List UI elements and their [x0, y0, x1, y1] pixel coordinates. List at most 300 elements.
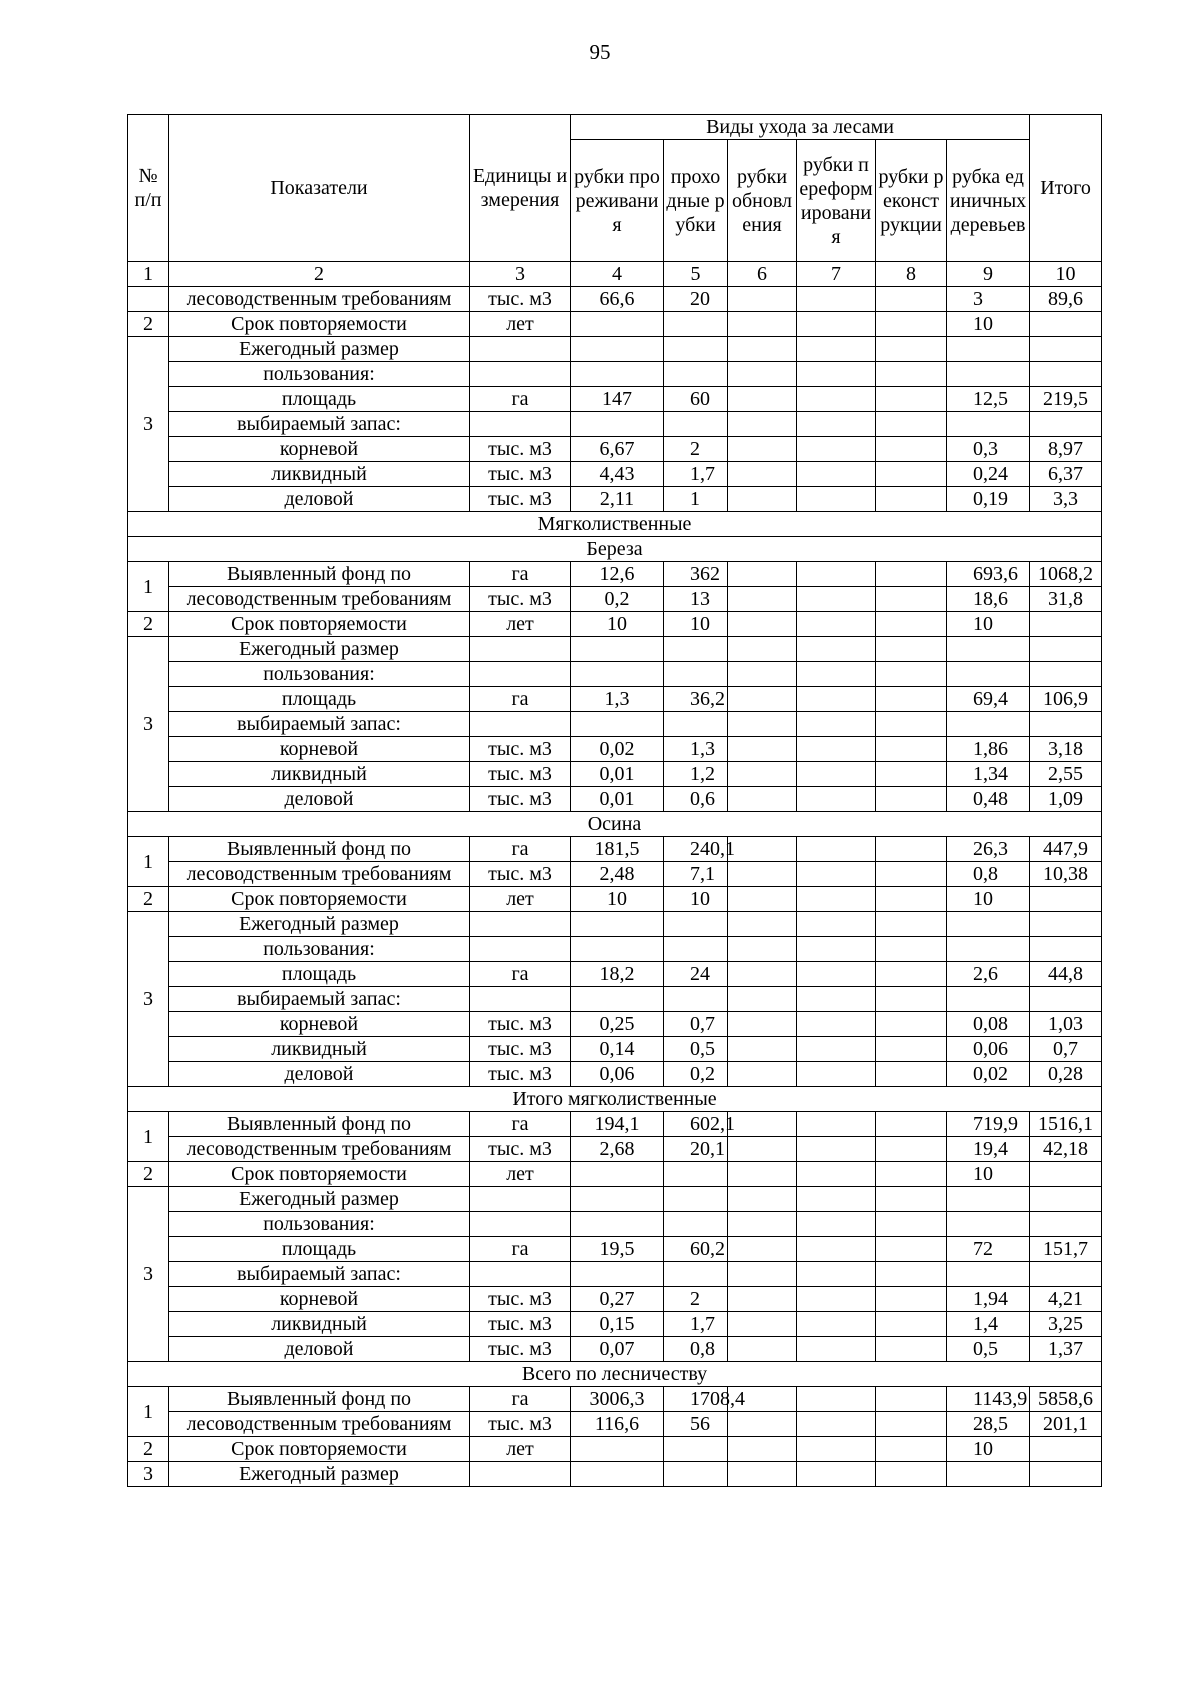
table-cell [571, 412, 664, 437]
value-cell [728, 687, 797, 712]
indicator-label: деловой [169, 1062, 470, 1087]
indicator-label: Ежегодный размер [169, 1187, 470, 1212]
value-cell: 7,1 [664, 862, 728, 887]
value-cell [797, 862, 876, 887]
value-cell [728, 1062, 797, 1087]
table-cell [571, 937, 664, 962]
value-cell [728, 1287, 797, 1312]
table-cell [876, 712, 947, 737]
indicator-label: деловой [169, 787, 470, 812]
forest-care-table [127, 114, 1102, 1487]
value-cell: 0,27 [571, 1287, 664, 1312]
table-cell [571, 1187, 664, 1212]
indicator-label: корневой [169, 1012, 470, 1037]
table-cell [571, 662, 664, 687]
table-cell [470, 637, 571, 662]
table-cell [470, 937, 571, 962]
unit-cell: га [470, 687, 571, 712]
table-row [128, 912, 1102, 937]
table-cell [571, 1462, 664, 1487]
value-cell: 0,07 [571, 1337, 664, 1362]
value-cell: 66,6 [571, 287, 664, 312]
value-cell [797, 462, 876, 487]
value-cell: 0,15 [571, 1312, 664, 1337]
value-cell [797, 1112, 876, 1137]
row-number: 3 [128, 337, 169, 512]
table-cell [797, 337, 876, 362]
table-cell [876, 362, 947, 387]
table-cell [797, 912, 876, 937]
value-cell: 8,97 [1030, 437, 1102, 462]
value-cell: 0,28 [1030, 1062, 1102, 1087]
value-cell: 20,1 [664, 1137, 728, 1162]
unit-cell: тыс. м3 [470, 1062, 571, 1087]
table-row [128, 312, 1102, 337]
table-cell [664, 712, 728, 737]
unit-cell [470, 412, 571, 437]
header-type: рубки реконструкции [876, 140, 947, 262]
value-cell: 3,25 [1030, 1312, 1102, 1337]
value-cell [728, 1162, 797, 1187]
value-cell: 2,55 [1030, 762, 1102, 787]
value-cell: 0,2 [664, 1062, 728, 1087]
column-number: 5 [664, 262, 728, 287]
value-cell: 116,6 [571, 1412, 664, 1437]
value-cell [876, 312, 947, 337]
table-cell [797, 412, 876, 437]
table-cell [728, 1462, 797, 1487]
value-cell [797, 1387, 876, 1412]
indicator-label: лесоводственным требованиям [169, 862, 470, 887]
value-cell: 0,06 [947, 1037, 1030, 1062]
value-cell: 10 [947, 1162, 1030, 1187]
unit-cell: га [470, 962, 571, 987]
value-cell [876, 1287, 947, 1312]
table-row [128, 987, 1102, 1012]
value-cell: 19,4 [947, 1137, 1030, 1162]
unit-cell [470, 712, 571, 737]
table-cell [797, 637, 876, 662]
section-row [128, 512, 1102, 537]
value-cell: 1,09 [1030, 787, 1102, 812]
unit-cell: тыс. м3 [470, 862, 571, 887]
unit-cell: га [470, 387, 571, 412]
value-cell [797, 312, 876, 337]
value-cell [876, 837, 947, 862]
indicator-label: деловой [169, 1337, 470, 1362]
table-row [128, 962, 1102, 987]
column-number: 4 [571, 262, 664, 287]
value-cell: 0,24 [947, 462, 1030, 487]
indicator-label: лесоводственным требованиям [169, 287, 470, 312]
column-number: 9 [947, 262, 1030, 287]
indicator-label: лесоводственным требованиям [169, 587, 470, 612]
value-cell: 106,9 [1030, 687, 1102, 712]
value-cell: 72 [947, 1237, 1030, 1262]
table-cell [876, 937, 947, 962]
value-cell: 1 [664, 487, 728, 512]
row-number: 1 [128, 562, 169, 612]
table-cell [664, 637, 728, 662]
value-cell: 0,8 [947, 862, 1030, 887]
table-cell [1030, 1462, 1102, 1487]
row-number: 1 [128, 1387, 169, 1437]
indicator-label: Выявленный фонд по [169, 1387, 470, 1412]
table-cell [1030, 1262, 1102, 1287]
value-cell [876, 1387, 947, 1412]
unit-cell: тыс. м3 [470, 762, 571, 787]
header-type: рубка единичных деревьев [947, 140, 1030, 262]
value-cell: 3,18 [1030, 737, 1102, 762]
table-cell [797, 987, 876, 1012]
value-cell [876, 387, 947, 412]
unit-cell: тыс. м3 [470, 1137, 571, 1162]
unit-cell: лет [470, 312, 571, 337]
table-row [128, 1437, 1102, 1462]
value-cell [797, 1162, 876, 1187]
value-cell: 151,7 [1030, 1237, 1102, 1262]
table-row [128, 337, 1102, 362]
unit-cell: тыс. м3 [470, 1337, 571, 1362]
value-cell [876, 887, 947, 912]
value-cell: 2 [664, 437, 728, 462]
table-cell [664, 912, 728, 937]
indicator-label: Выявленный фонд по [169, 837, 470, 862]
row-number: 2 [128, 1162, 169, 1187]
table-cell [571, 337, 664, 362]
table-cell [664, 412, 728, 437]
table-cell [876, 637, 947, 662]
value-cell [876, 1312, 947, 1337]
unit-cell: лет [470, 612, 571, 637]
value-cell: 1,3 [664, 737, 728, 762]
section-title: Итого мягколиственные [128, 1087, 1102, 1112]
section-title: Береза [128, 537, 1102, 562]
table-cell [728, 1187, 797, 1212]
value-cell [728, 962, 797, 987]
table-row [128, 1187, 1102, 1212]
table-cell [797, 662, 876, 687]
table-cell [947, 1462, 1030, 1487]
row-number: 2 [128, 612, 169, 637]
unit-cell: лет [470, 1162, 571, 1187]
column-number: 6 [728, 262, 797, 287]
table-cell [1030, 637, 1102, 662]
table-cell [876, 1187, 947, 1212]
indicator-label: Ежегодный размер [169, 912, 470, 937]
value-cell [728, 1012, 797, 1037]
section-row [128, 1362, 1102, 1387]
value-cell: 18,6 [947, 587, 1030, 612]
table-row [128, 1237, 1102, 1262]
value-cell [876, 687, 947, 712]
value-cell: 3,3 [1030, 487, 1102, 512]
value-cell: 10 [571, 887, 664, 912]
value-cell: 0,02 [947, 1062, 1030, 1087]
unit-cell: га [470, 837, 571, 862]
value-cell: 1068,2 [1030, 562, 1102, 587]
value-cell [797, 687, 876, 712]
value-cell [728, 562, 797, 587]
value-cell [1030, 612, 1102, 637]
value-cell: 10 [664, 887, 728, 912]
indicator-label: площадь [169, 1237, 470, 1262]
value-cell: 6,67 [571, 437, 664, 462]
value-cell: 31,8 [1030, 587, 1102, 612]
value-cell [797, 887, 876, 912]
value-cell: 0,19 [947, 487, 1030, 512]
table-cell [876, 662, 947, 687]
section-row [128, 1087, 1102, 1112]
indicator-label: пользования: [169, 937, 470, 962]
header-type: проходные рубки [664, 140, 728, 262]
value-cell [797, 962, 876, 987]
table-cell [1030, 987, 1102, 1012]
value-cell: 240,1 [664, 837, 728, 862]
indicator-label: ликвидный [169, 762, 470, 787]
indicator-label: пользования: [169, 362, 470, 387]
value-cell: 1,94 [947, 1287, 1030, 1312]
value-cell [728, 1437, 797, 1462]
unit-cell: тыс. м3 [470, 787, 571, 812]
value-cell [728, 612, 797, 637]
value-cell: 89,6 [1030, 287, 1102, 312]
value-cell: 1,34 [947, 762, 1030, 787]
indicator-label: Ежегодный размер [169, 1462, 470, 1487]
table-row [128, 287, 1102, 312]
header-num: № п/п [128, 115, 169, 262]
indicator-label: Срок повторяемости [169, 612, 470, 637]
value-cell: 10 [947, 887, 1030, 912]
value-cell [876, 1037, 947, 1062]
value-cell [728, 387, 797, 412]
section-title: Осина [128, 812, 1102, 837]
value-cell [876, 1162, 947, 1187]
table-row [128, 562, 1102, 587]
table-cell [728, 1212, 797, 1237]
table-cell [876, 987, 947, 1012]
value-cell: 0,02 [571, 737, 664, 762]
value-cell [876, 1062, 947, 1087]
unit-cell: тыс. м3 [470, 1287, 571, 1312]
indicator-label: ликвидный [169, 1037, 470, 1062]
value-cell [797, 737, 876, 762]
value-cell: 693,6 [947, 562, 1030, 587]
table-row [128, 1462, 1102, 1487]
value-cell: 0,6 [664, 787, 728, 812]
value-cell: 56 [664, 1412, 728, 1437]
value-cell [876, 1112, 947, 1137]
unit-cell: лет [470, 1437, 571, 1462]
value-cell: 0,2 [571, 587, 664, 612]
value-cell: 10,38 [1030, 862, 1102, 887]
value-cell [797, 612, 876, 637]
table-cell [470, 1462, 571, 1487]
value-cell [876, 437, 947, 462]
table-cell [947, 1262, 1030, 1287]
value-cell [728, 862, 797, 887]
value-cell: 194,1 [571, 1112, 664, 1137]
value-cell [728, 1112, 797, 1137]
value-cell: 0,06 [571, 1062, 664, 1087]
header-types-title: Виды ухода за лесами [571, 115, 1030, 140]
table-row [128, 587, 1102, 612]
table-row [128, 712, 1102, 737]
section-row [128, 537, 1102, 562]
table-cell [728, 362, 797, 387]
table-row [128, 462, 1102, 487]
table-cell [1030, 662, 1102, 687]
value-cell: 10 [947, 1437, 1030, 1462]
indicator-label: лесоводственным требованиям [169, 1137, 470, 1162]
value-cell: 181,5 [571, 837, 664, 862]
indicator-label: площадь [169, 387, 470, 412]
table-cell [876, 912, 947, 937]
table-row [128, 637, 1102, 662]
value-cell: 5858,6 [1030, 1387, 1102, 1412]
value-cell [728, 287, 797, 312]
value-cell: 1,37 [1030, 1337, 1102, 1362]
value-cell [797, 1062, 876, 1087]
value-cell: 0,8 [664, 1337, 728, 1362]
value-cell [797, 1037, 876, 1062]
table-cell [876, 1262, 947, 1287]
value-cell: 2,48 [571, 862, 664, 887]
table-cell [876, 1462, 947, 1487]
value-cell [728, 437, 797, 462]
value-cell: 1708,4 [664, 1387, 728, 1412]
column-number: 10 [1030, 262, 1102, 287]
table-row [128, 362, 1102, 387]
table-cell [947, 662, 1030, 687]
value-cell: 1,7 [664, 462, 728, 487]
value-cell: 10 [664, 612, 728, 637]
value-cell [728, 587, 797, 612]
table-cell [876, 1212, 947, 1237]
indicator-label: Срок повторяемости [169, 887, 470, 912]
table-row [128, 1162, 1102, 1187]
table-cell [664, 937, 728, 962]
table-row [128, 1262, 1102, 1287]
value-cell [797, 1412, 876, 1437]
indicator-label: выбираемый запас: [169, 1262, 470, 1287]
unit-cell: га [470, 562, 571, 587]
unit-cell: га [470, 1237, 571, 1262]
table-cell [1030, 937, 1102, 962]
indicator-label: Выявленный фонд по [169, 562, 470, 587]
row-number: 2 [128, 887, 169, 912]
table-cell [571, 912, 664, 937]
table-cell [947, 937, 1030, 962]
table-row [128, 437, 1102, 462]
table-cell [470, 662, 571, 687]
table-row [128, 837, 1102, 862]
unit-cell: тыс. м3 [470, 287, 571, 312]
value-cell [797, 787, 876, 812]
table-cell [1030, 1212, 1102, 1237]
value-cell: 12,5 [947, 387, 1030, 412]
value-cell [797, 1312, 876, 1337]
value-cell: 6,37 [1030, 462, 1102, 487]
indicator-label: площадь [169, 962, 470, 987]
value-cell [728, 787, 797, 812]
value-cell [876, 587, 947, 612]
value-cell: 1143,9 [947, 1387, 1030, 1412]
value-cell: 4,43 [571, 462, 664, 487]
indicator-label: выбираемый запас: [169, 712, 470, 737]
value-cell: 24 [664, 962, 728, 987]
value-cell: 2,6 [947, 962, 1030, 987]
table-row [128, 1312, 1102, 1337]
value-cell: 219,5 [1030, 387, 1102, 412]
table-row [128, 412, 1102, 437]
value-cell: 1,2 [664, 762, 728, 787]
value-cell: 1,7 [664, 1312, 728, 1337]
unit-cell [470, 1262, 571, 1287]
table-cell [797, 1187, 876, 1212]
table-cell [1030, 362, 1102, 387]
indicator-label: выбираемый запас: [169, 987, 470, 1012]
table-cell [128, 287, 169, 312]
row-number: 3 [128, 1187, 169, 1362]
value-cell: 0,48 [947, 787, 1030, 812]
value-cell: 20 [664, 287, 728, 312]
value-cell: 42,18 [1030, 1137, 1102, 1162]
table-cell [470, 1212, 571, 1237]
value-cell [728, 1137, 797, 1162]
value-cell: 60,2 [664, 1237, 728, 1262]
indicator-label: корневой [169, 437, 470, 462]
unit-cell: га [470, 1387, 571, 1412]
value-cell: 18,2 [571, 962, 664, 987]
value-cell [797, 487, 876, 512]
value-cell: 0,01 [571, 787, 664, 812]
value-cell: 2,68 [571, 1137, 664, 1162]
value-cell [728, 887, 797, 912]
table-row [128, 762, 1102, 787]
value-cell [876, 862, 947, 887]
table-cell [571, 1212, 664, 1237]
value-cell: 0,25 [571, 1012, 664, 1037]
value-cell [664, 1162, 728, 1187]
table-cell [664, 337, 728, 362]
value-cell: 0,7 [1030, 1037, 1102, 1062]
table-cell [947, 712, 1030, 737]
table-cell [947, 637, 1030, 662]
table-cell [728, 412, 797, 437]
value-cell [876, 287, 947, 312]
indicator-label: Срок повторяемости [169, 1162, 470, 1187]
table-cell [797, 362, 876, 387]
table-cell [664, 987, 728, 1012]
table-cell [664, 1262, 728, 1287]
value-cell: 69,4 [947, 687, 1030, 712]
value-cell: 602,1 [664, 1112, 728, 1137]
value-cell [571, 1437, 664, 1462]
table-cell [728, 637, 797, 662]
value-cell: 719,9 [947, 1112, 1030, 1137]
table-row [128, 937, 1102, 962]
value-cell [876, 1412, 947, 1437]
header-type: рубки переформирования [797, 140, 876, 262]
table-row [128, 1337, 1102, 1362]
table-cell [947, 912, 1030, 937]
value-cell [876, 762, 947, 787]
value-cell [728, 762, 797, 787]
table-cell [571, 1262, 664, 1287]
page-number: 95 [589, 40, 611, 64]
table-cell [664, 1212, 728, 1237]
